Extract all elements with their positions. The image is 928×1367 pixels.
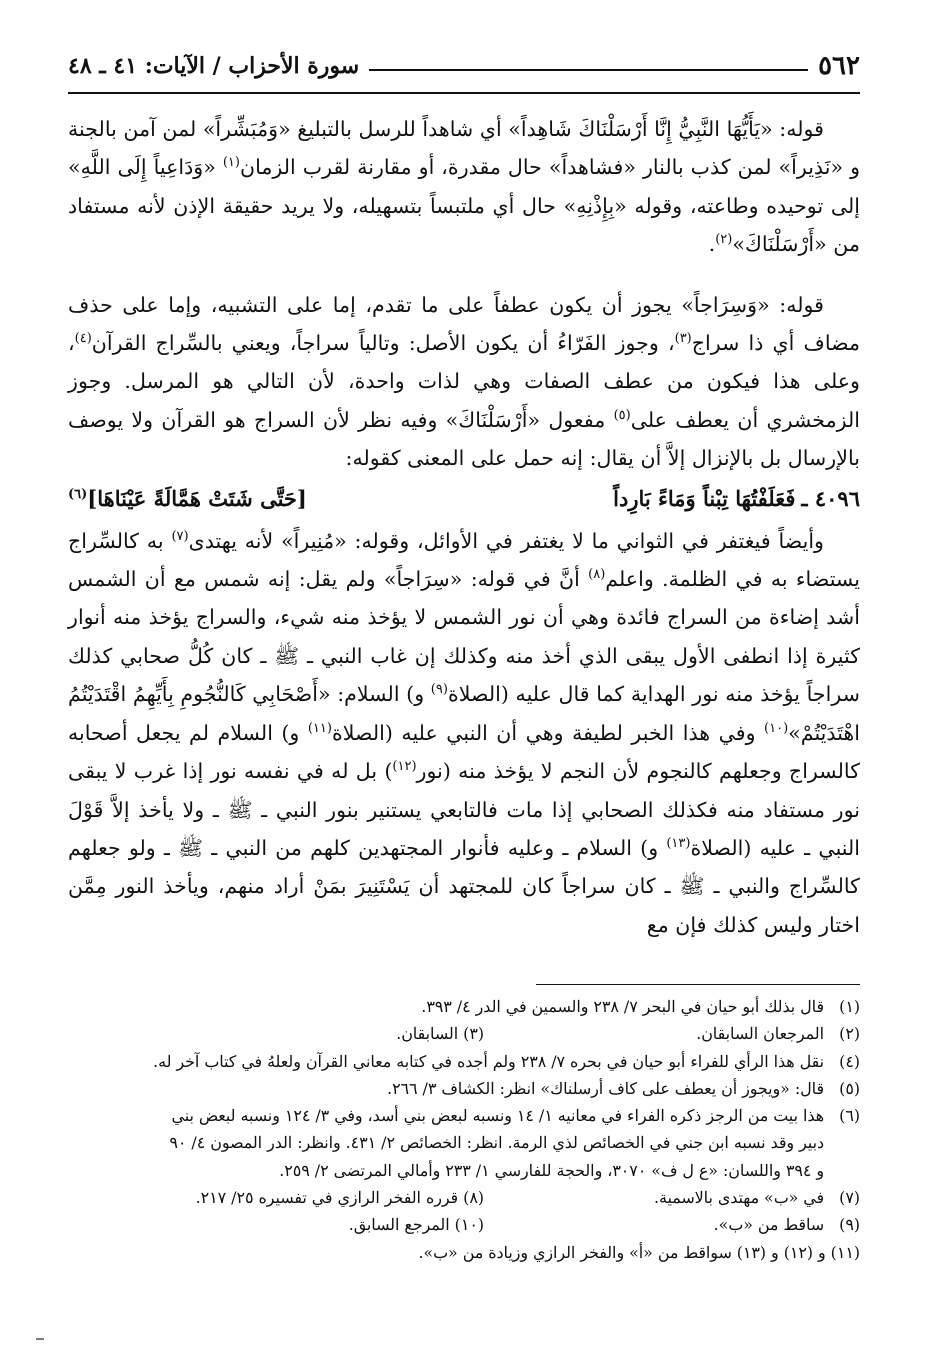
footnote-ref: (٥) xyxy=(613,407,631,423)
verse-first-hemistich: فَعَلَفْتُهَا تِبْناً وَمَاءً بَارِداً xyxy=(613,486,796,512)
footnote-continuation: دبير وقد نسبه ابن جني في الخصائص لذي الرمة. انظر: الخصائص ٢/ ٤٣١. وانظر: الدر المصون ٤/ ٩٠ xyxy=(169,1133,824,1153)
footnote: (٦) هذا بيت من الرجز ذكره الفراء في معانيه ١/ ١٤ ونسبه لبعض بني أسد، وفي ٣/ ١٢٤ ونسبه لبعض بني xyxy=(171,1106,860,1126)
footnote-ref: (٣) xyxy=(674,331,692,347)
footnote-ref: (١٠) xyxy=(764,720,789,736)
footnote-ref: (١) xyxy=(222,155,240,171)
footnote-ref: (٩) xyxy=(430,682,448,698)
running-title: سورة الأحزاب / الآيات: ٤١ ـ ٤٨ xyxy=(68,53,360,79)
footnote-separator xyxy=(536,984,860,985)
footnote-continuation: و ٣٩٤ واللسان: «ع ل ف» ٣٠٧٠، والحجة للفارسي ١/ ٢٣٣ وأمالي المرتضى ٢/ ٢٥٩. xyxy=(279,1160,824,1180)
footnote-ref: (٢) xyxy=(715,232,733,248)
footnote: (١) قال بذلك أبو حيان في البحر ٧/ ٢٣٨ والسمين في الدر ٤/ ٣٩٣. xyxy=(421,997,860,1016)
paragraph: وأيضاً فيغتفر في الثواني ما لا يغتفر في الأوائل، وقوله: «مُنِيراً» لأنه يهتدى$^{(٧)}$ به كالسِّراج يستضاء به في الظلمة. واعلم$^{(٨)}$ أنَّ في قوله: «سِرَاجاً» ولم يقل: إنه شمس مع أن الشمس أشد إضاءة من السراج فائدة وهي أن نور الشمس لا يؤخذ منه شيء، والسراج يؤخذ منه أنوار كثيرة إذا انطفى الأول يبقى الذي أخذ منه وكذلك إن غاب النبي ـ ﷺ ـ كان كُلُّ صحابي كذلك سراجاً يؤخذ منه نور الهداية كما قال عليه (الصلاة$^{(٩)}$ و) السلام: «أَصْحَابِي كَالنُّجُومِ بِأَيِّهِمُ اقْتَدَيْتُمُ اهْتَدَيْتُمْ»$^{(١٠)}$ وفي هذا الخبر لطيفة وهي أن النبي عليه (الصلاة$^{(١١)}$ و) السلام لم يجعل أصحابه كالسراج وجعلهم كالنجوم لأن النجم لا يؤخذ منه (نور$^{(١٢)}$) بل له في نفسه نور إذا غرب لا يبقى نور مستفاد منه فكذلك الصحابي إذا مات فالتابعي يستنير بنور النبي ـ ﷺ ـ ولا يأخذ إلاَّ قَوْلَ النبي ـ عليه (الصلاة$^{(١٣)}$ و) السلام ـ وعليه فأنوار المجتهدين كلهم من النبي ـ ﷺ ـ ولو جعلهم كالسِّراج والنبي ـ ﷺ ـ كان سراجاً كان للمجتهد أن يَسْتَنِيرَ بمَنْ أراد منهم، ويأخذ النور مِمَّن اختار وليس كذلك فإن مع xyxy=(68,528,861,937)
verse-number: ٤٠٩٦ ـ xyxy=(801,486,860,512)
poetry-verse xyxy=(68,478,860,522)
footnote: (٧) في «ب» مهتدى بالاسمية. (٨) قرره الفخر الرازي في تفسيره ٢٥/ ٢١٧. xyxy=(195,1188,860,1208)
footnote: (١١) و (١٢) و (١٣) سواقط من «أ» والفخر الرازي وزيادة من «ب». xyxy=(418,1242,860,1262)
footnote: (٤) نقل هذا الرأي للفراء أبو حيان في بحره ٧/ ٢٣٨ ولم أجده في كتابه معاني القرآن ولعلهُ في كتاب آخر له. xyxy=(153,1051,860,1071)
footnote-ref: (٦) xyxy=(68,487,88,503)
running-header xyxy=(68,40,860,94)
paragraph: قوله: «يَأَيُّهَا النَّبِيُّ إِنَّا أَرْسَلْنَاكَ شَاهِداً» أي شاهداً للرسل بالتبليغ «وَمُبَشِّراً» لمن آمن بالجنة و «نَذِيراً» لمن كذب بالنار «فشاهداً» حال مقدرة، أو مقارنة لقرب الزمان$^{(١)}$ «وَدَاعِياً إِلَى اللَّهِ» إلى توحيده وطاعته، وقوله «بِإِذْنِهِ» حال أي ملتبساً بتسهيله، ولا يريد حقيقة الإذن لأنه مستفاد من «أَرْسَلْنَاكَ»$^{(٢)}$. xyxy=(68,117,861,257)
footnote-ref: (١١) xyxy=(307,720,332,736)
footnote-ref: (١٣) xyxy=(666,836,691,852)
footnote: (٢) المرجعان السابقان. (٣) السابقان. xyxy=(396,1024,860,1044)
footnote-ref: (١٢) xyxy=(392,759,417,775)
main-text xyxy=(68,110,860,944)
paragraph: قوله: «وَسِرَاجاً» يجوز أن يكون عطفاً على ما تقدم، إما على التشبيه، وإما على حذف مضاف أي ذا سراج$^{(٣)}$، وجوز الفَرّاءُ أن يكون الأصل: وتالياً سراجاً، ويعني بالسِّراج القرآن$^{(٤)}$، وعلى هذا فيكون من عطف الصفات وهي لذات واحدة، لأن التالي هو المرسل. وجوز الزمخشري أن يعطف على$^{(٥)}$ مفعول «أَرْسَلْنَاكَ» وفيه نظر لأن السراج هو القرآن ولا يوصف بالإرسال بل بالإنزال إلاَّ أن يقال: إنه حمل على المعنى كقوله: xyxy=(68,292,860,471)
footnote: (٩) ساقط من «ب». (١٠) المرجع السابق. xyxy=(348,1215,860,1235)
footnote-ref: (٨) xyxy=(588,567,606,583)
footnotes xyxy=(68,993,860,1266)
footnote: (٥) قال: «ويجوز أن يعطف على كاف أرسلناك» انظر: الكشاف ٣/ ٢٦٦. xyxy=(387,1078,860,1098)
page-number: ٥٦٢ xyxy=(818,51,860,81)
scan-mark xyxy=(36,1338,44,1340)
footnote-ref: (٤) xyxy=(74,331,92,347)
footnote-ref: (٧) xyxy=(171,528,189,544)
header-rule xyxy=(369,69,808,71)
verse-second-hemistich: [حَتَّى شَتَتْ هَمَّالَةً عَيْنَاهَا]$^{(٦)}$ xyxy=(68,486,307,512)
